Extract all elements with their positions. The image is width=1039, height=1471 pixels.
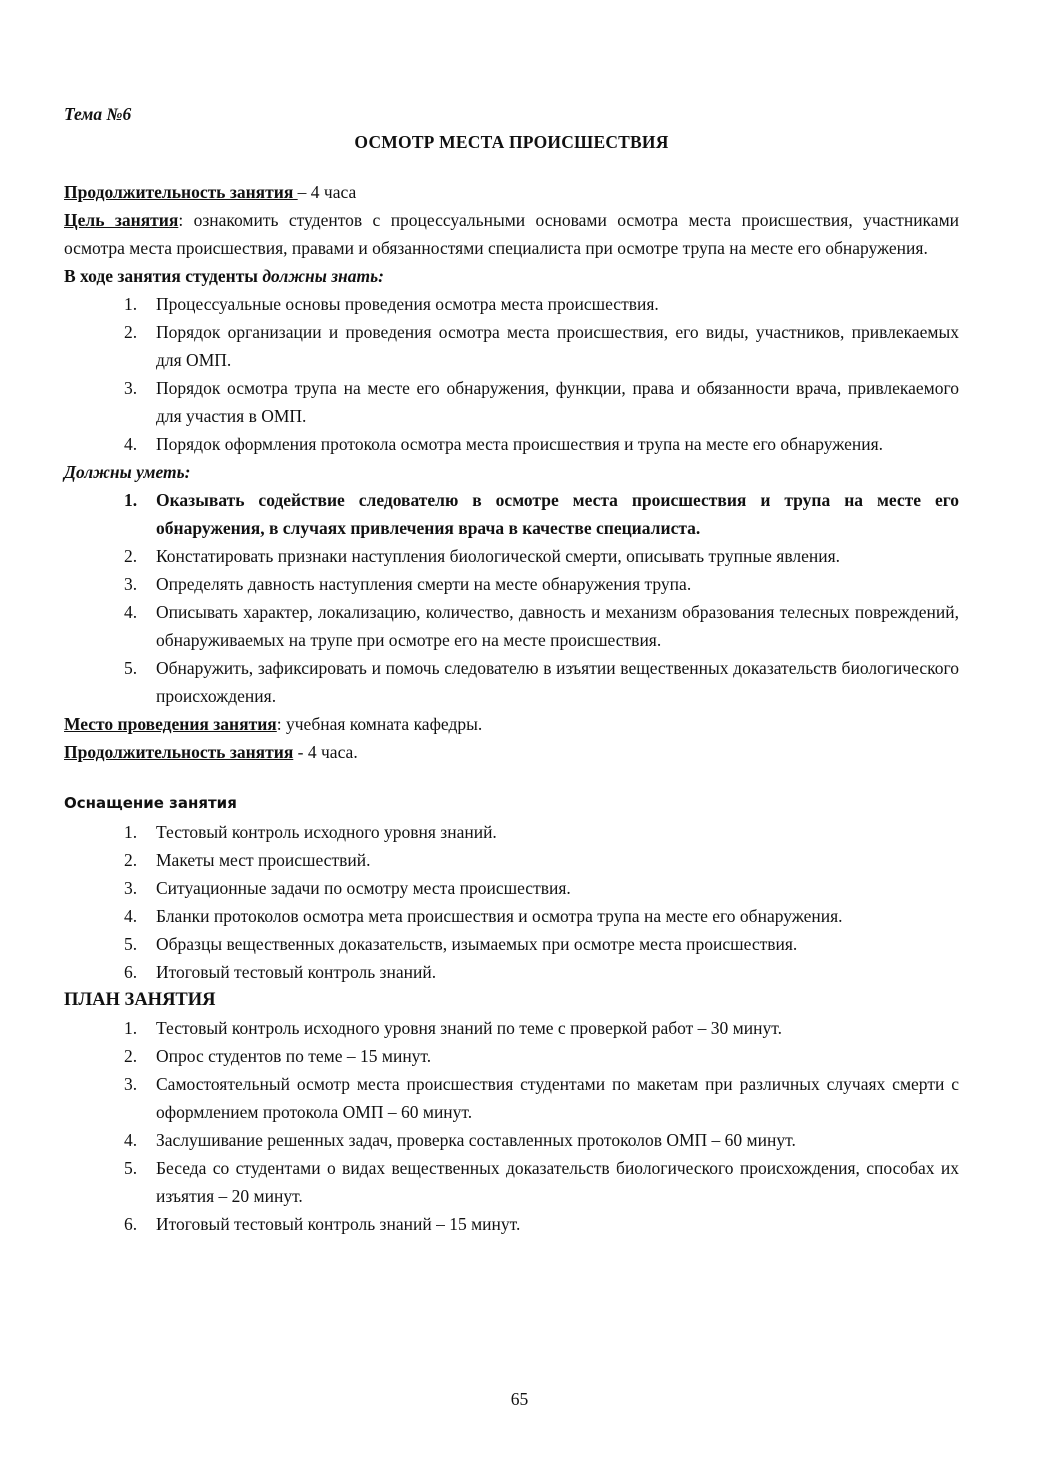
must-do-list [64, 486, 959, 710]
list-item: 4. Описывать характер, локализацию, количество, давность и механизм образования телесных повреждений, обнаруживаемых на трупе при осмотре его на месте происшествия. [124, 602, 959, 650]
must-know-prefix: В ходе занятия студенты [64, 266, 263, 286]
list-item: 4. Бланки протоколов осмотра мета происшествия и осмотра трупа на месте его обнаружения. [124, 906, 843, 926]
duration-line-2 [64, 738, 959, 766]
list-item: 2. Макеты мест происшествий. [124, 850, 371, 870]
duration-label-2: Продолжительность занятия [64, 742, 294, 762]
goal-label: Цель занятия [64, 210, 179, 230]
equipment-list [64, 818, 959, 986]
list-item: 4. Заслушивание решенных задач, проверка составленных протоколов ОМП – 60 минут. [124, 1130, 796, 1150]
list-item: 2. Опрос студентов по теме – 15 минут. [124, 1046, 432, 1066]
duration-line [64, 178, 959, 206]
list-item: 3. Порядок осмотра трупа на месте его обнаружения, функции, права и обязанности врача, привлекаемого для участия в ОМП. [124, 378, 959, 426]
duration-text-2: - 4 часа. [293, 742, 358, 762]
list-item: 2. Порядок организации и проведения осмотра места происшествия, его виды, участников, привлекаемых для ОМП. [124, 322, 959, 370]
must-know-list [64, 290, 959, 458]
place-line [64, 710, 959, 738]
topic-number: Тема №6 [64, 104, 132, 124]
place-text: : учебная комната кафедры. [276, 714, 483, 734]
list-item: 5. Обнаружить, зафиксировать и помочь следователю в изъятии вещественных доказательств биологического происхождения. [124, 658, 959, 706]
list-item: 1. Процессуальные основы проведения осмотра места происшествия. [124, 294, 659, 314]
goal-text: ознакомить студентов с процессуальными основами осмотра места происшествия, участниками осмотра места происшествия, правами и обязанностями специалиста при осмотре трупа на месте его обнаружения. [64, 210, 960, 258]
list-item: 3. Определять давность наступления смерти на месте обнаружения трупа. [124, 574, 692, 594]
page-number: 65 [510, 1389, 529, 1409]
list-item: 2. Констатировать признаки наступления биологической смерти, описывать трупные явления. [124, 546, 841, 566]
plan-list [64, 1014, 959, 1238]
list-item: 6. Итоговый тестовый контроль знаний. [124, 962, 437, 982]
equipment-heading: Оснащение занятия [64, 794, 237, 812]
list-item: 3. Самостоятельный осмотр места происшествия студентами по макетам при различных случаях смерти с оформлением протокола ОМП – 60 минут. [124, 1074, 959, 1122]
list-item: 1. Оказывать содействие следователю в осмотре места происшествия и трупа на месте его обнаружения, в случаях привлечения врача в качестве специалиста. [124, 490, 959, 538]
plan-heading: ПЛАН ЗАНЯТИЯ [64, 990, 216, 1010]
goal-colon: : [178, 210, 184, 230]
page-title: ОСМОТР МЕСТА ПРОИСШЕСТВИЯ [354, 132, 669, 152]
duration-value: – 4 часа [297, 182, 357, 202]
list-item: 4. Порядок оформления протокола осмотра места происшествия и трупа на месте его обнаружения. [124, 434, 884, 454]
list-item: 6. Итоговый тестовый контроль знаний – 15 минут. [124, 1214, 521, 1234]
must-know-emphasis: должны знать: [262, 266, 384, 286]
must-know-heading [64, 262, 959, 290]
place-label: Место проведения занятия [64, 714, 277, 734]
list-item: 3. Ситуационные задачи по осмотру места происшествия. [124, 878, 571, 898]
must-do-heading: Должны уметь: [64, 462, 191, 482]
list-item: 5. Беседа со студентами о видах вещественных доказательств биологического происхождения, способах их изъятия – 20 минут. [124, 1158, 959, 1206]
list-item: 1. Тестовый контроль исходного уровня знаний по теме с проверкой работ – 30 минут. [124, 1018, 782, 1038]
goal-paragraph [64, 206, 959, 262]
list-item: 1. Тестовый контроль исходного уровня знаний. [124, 822, 497, 842]
list-item: 5. Образцы вещественных доказательств, изымаемых при осмотре места происшествия. [124, 934, 798, 954]
duration-label: Продолжительность занятия [64, 182, 298, 202]
